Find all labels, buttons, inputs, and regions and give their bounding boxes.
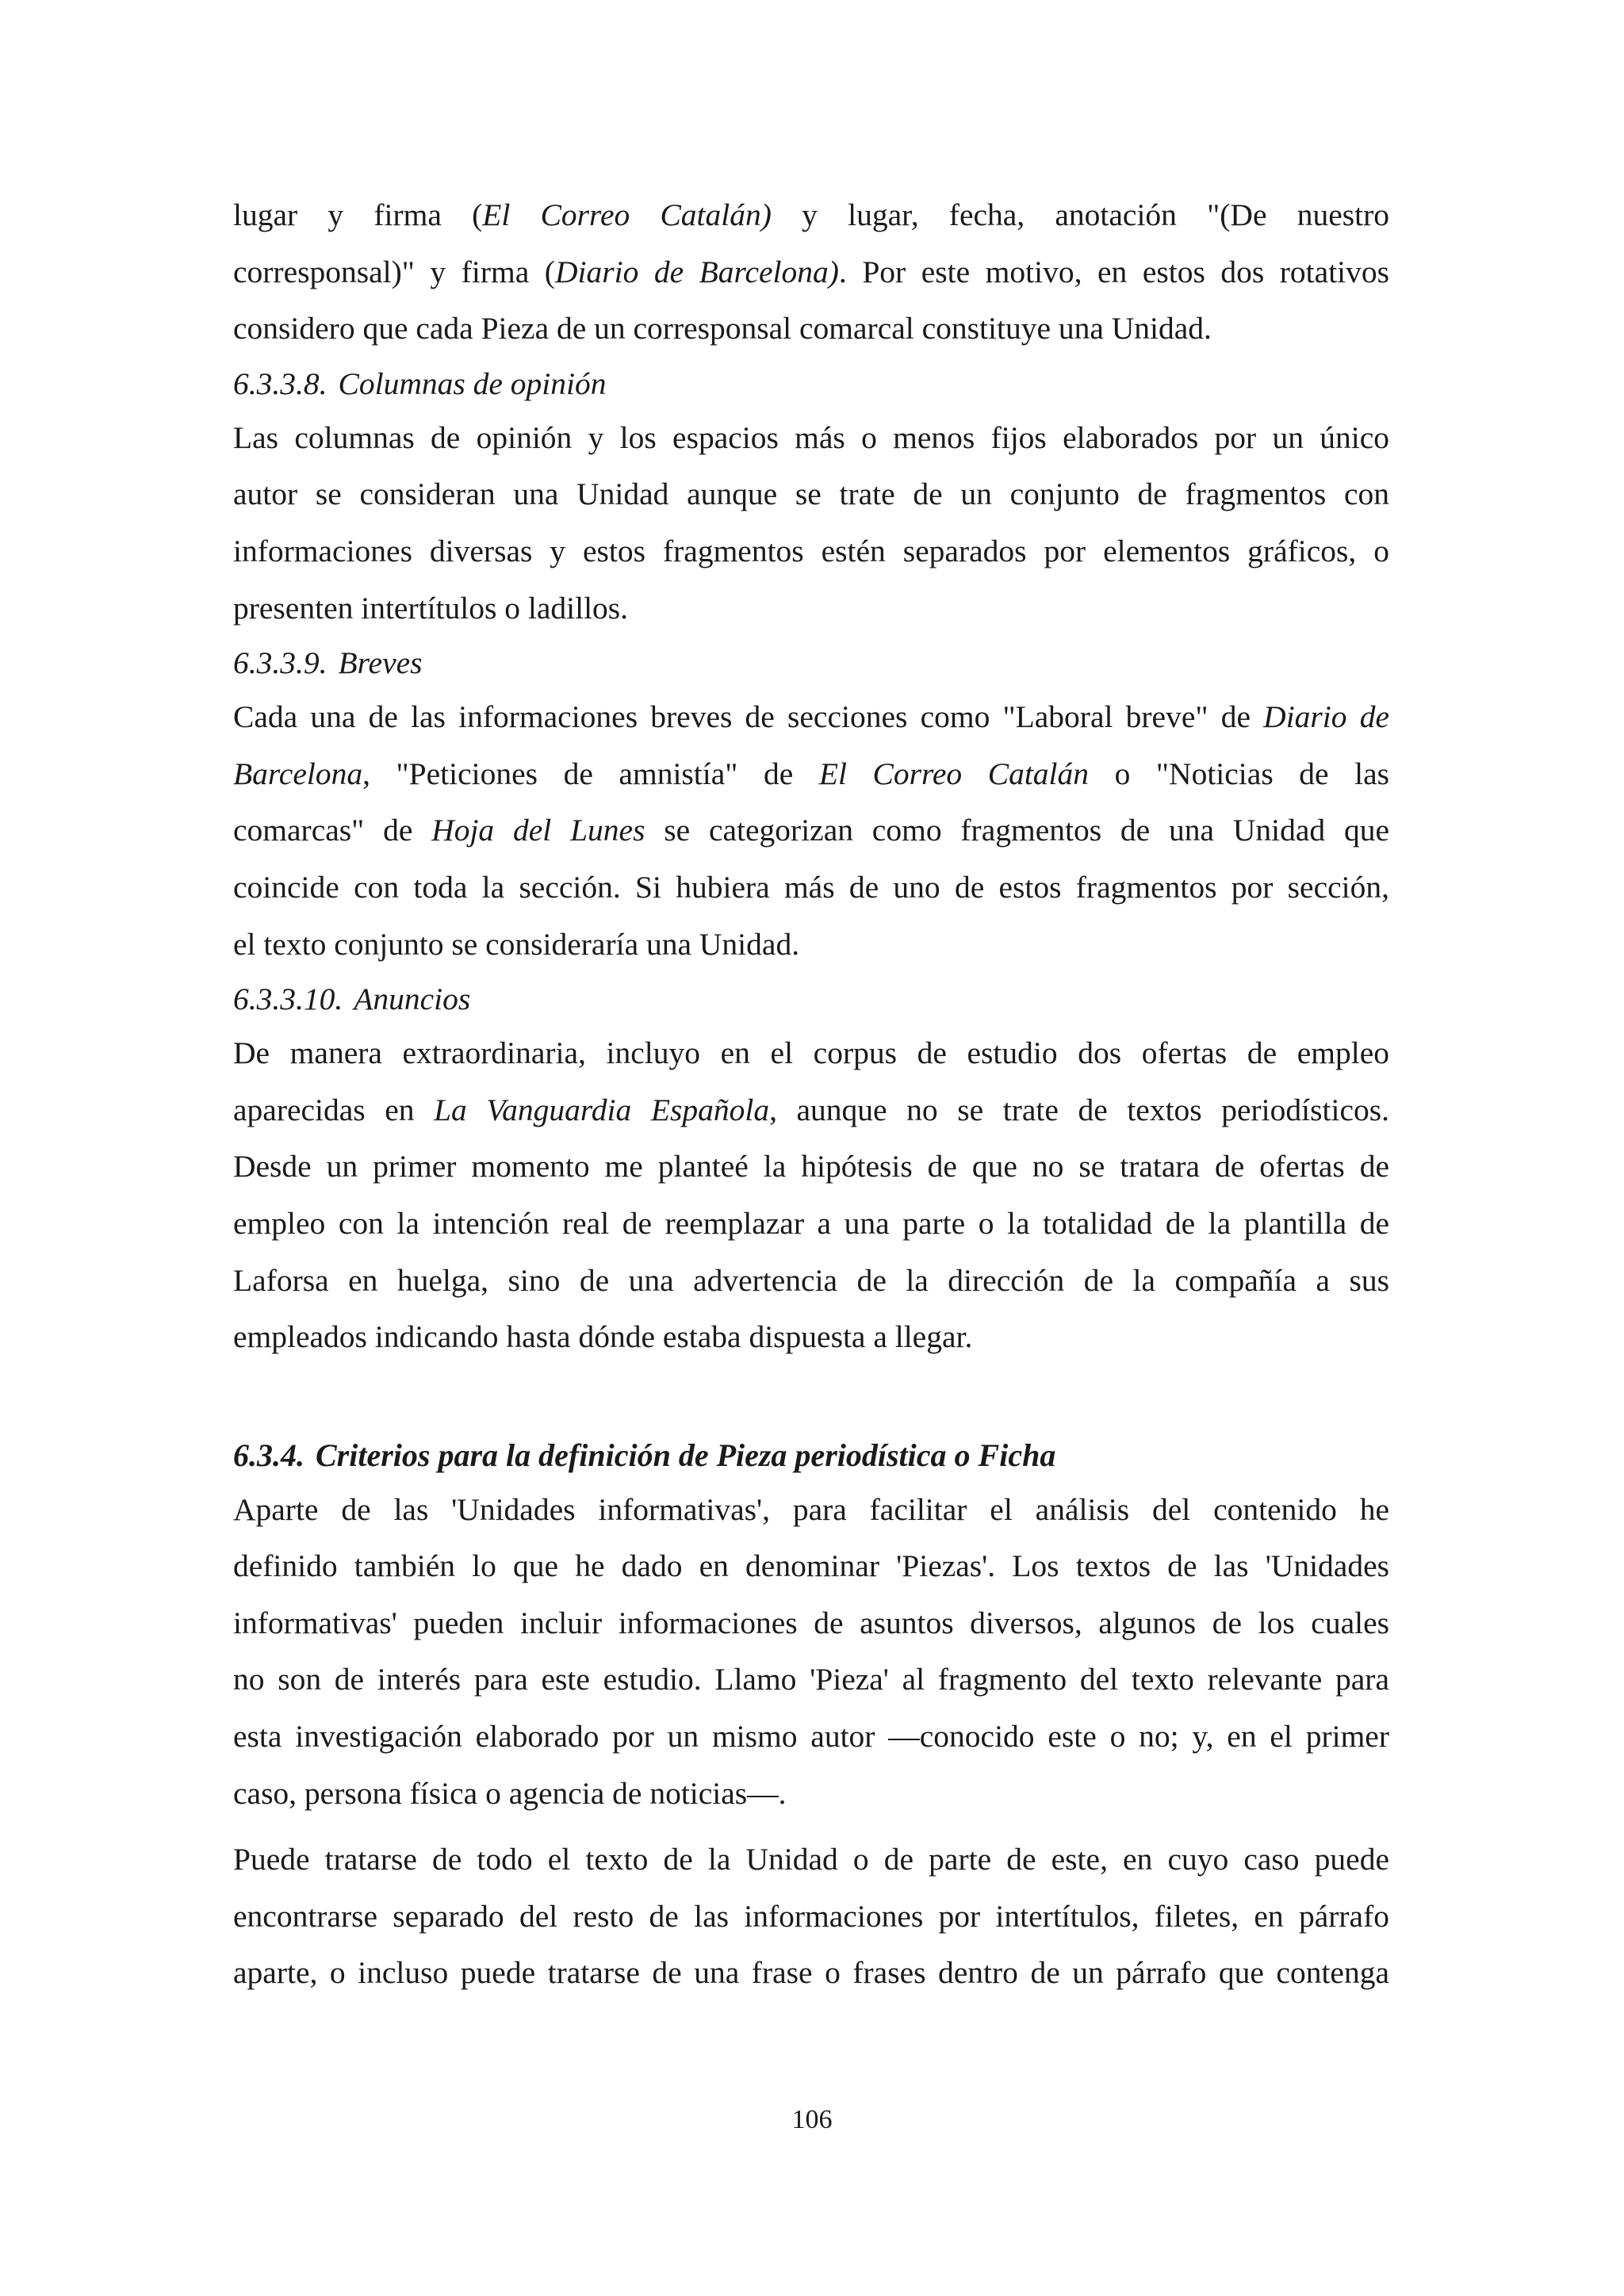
section-heading-columnas: 6.3.3.8. Columnas de opinión [233, 365, 607, 401]
paragraph-piezas-2 [233, 1831, 1389, 2002]
section-heading-anuncios: 6.3.3.10. Anuncios [233, 982, 471, 1017]
text-line: empleados indicando hasta dónde estaba dispuesta a llegar. [233, 1319, 973, 1355]
text-line: el texto conjunto se consideraría una Unidad. [233, 926, 800, 962]
text-line: definido también lo que he dado en denominar 'Piezas'. Los textos de las 'Unidades [233, 1548, 1389, 1584]
text-line: Puede tratarse de todo el texto de la Unidad o de parte de este, en cuyo caso puede [233, 1842, 1389, 1877]
text-line: aparecidas en La Vanguardia Española, aunque no se trate de textos periodísticos. [233, 1092, 1389, 1127]
section-heading-criterios: 6.3.4. Criterios para la definición de Pieza periodística o Ficha [233, 1437, 1056, 1473]
text-line: Laforsa en huelga, sino de una advertencia de la dirección de la compañía a sus [233, 1262, 1389, 1298]
text-line: corresponsal)" y firma (Diario de Barcelona). Por este motivo, en estos dos rotativos [233, 254, 1389, 289]
section-heading-breves: 6.3.3.9. Breves [233, 645, 423, 681]
text-line: caso, persona física o agencia de noticias—. [233, 1775, 787, 1811]
paragraph-columnas [233, 410, 1389, 637]
text-line: De manera extraordinaria, incluyo en el corpus de estudio dos ofertas de empleo [233, 1035, 1389, 1071]
text-line: empleo con la intención real de reemplazar a una parte o la totalidad de la plantilla de [233, 1205, 1389, 1241]
page-number: 106 [791, 2105, 833, 2134]
text-line: considero que cada Pieza de un corresponsal comarcal constituye una Unidad. [233, 311, 1212, 346]
text-line: presenten intertítulos o ladillos. [233, 590, 629, 626]
text-line: Cada una de las informaciones breves de secciones como "Laboral breve" de Diario de [233, 699, 1389, 735]
text-line: autor se consideran una Unidad aunque se trate de un conjunto de fragmentos con [233, 476, 1389, 512]
text-line: lugar y firma (El Correo Catalán) y lugar, fecha, anotación "(De nuestro [233, 197, 1389, 232]
text-line: informaciones diversas y estos fragmentos estén separados por elementos gráficos, o [233, 533, 1389, 568]
text-line: comarcas" de Hoja del Lunes se categorizan como fragmentos de una Unidad que [233, 813, 1389, 848]
text-line: no son de interés para este estudio. Llamo 'Pieza' al fragmento del texto relevante para [233, 1662, 1389, 1697]
text-line: informativas' pueden incluir informaciones de asuntos diversos, algunos de los cuales [233, 1605, 1389, 1640]
text-line: esta investigación elaborado por un mismo autor —conocido este o no; y, en el primer [233, 1719, 1389, 1755]
text-line: Aparte de las 'Unidades informativas', para facilitar el análisis del contenido he [233, 1491, 1389, 1527]
text-line: aparte, o incluso puede tratarse de una frase o frases dentro de un párrafo que contenga [233, 1955, 1389, 1991]
text-line: Desde un primer momento me planteé la hipótesis de que no se tratara de ofertas de [233, 1149, 1389, 1184]
paragraph-continuation [233, 187, 1389, 358]
paragraph-piezas-1 [233, 1482, 1389, 1823]
text-line: Las columnas de opinión y los espacios más o menos fijos elaborados por un único [233, 419, 1389, 455]
paragraph-breves [233, 689, 1389, 973]
text-line: encontrarse separado del resto de las informaciones por intertítulos, filetes, en párrafo [233, 1898, 1389, 1934]
page-body [233, 187, 1389, 2002]
paragraph-anuncios [233, 1025, 1389, 1366]
text-line: Barcelona, "Peticiones de amnistía" de El Correo Catalán o "Noticias de las [233, 756, 1389, 791]
text-line: coincide con toda la sección. Si hubiera más de uno de estos fragmentos por sección, [233, 869, 1389, 905]
